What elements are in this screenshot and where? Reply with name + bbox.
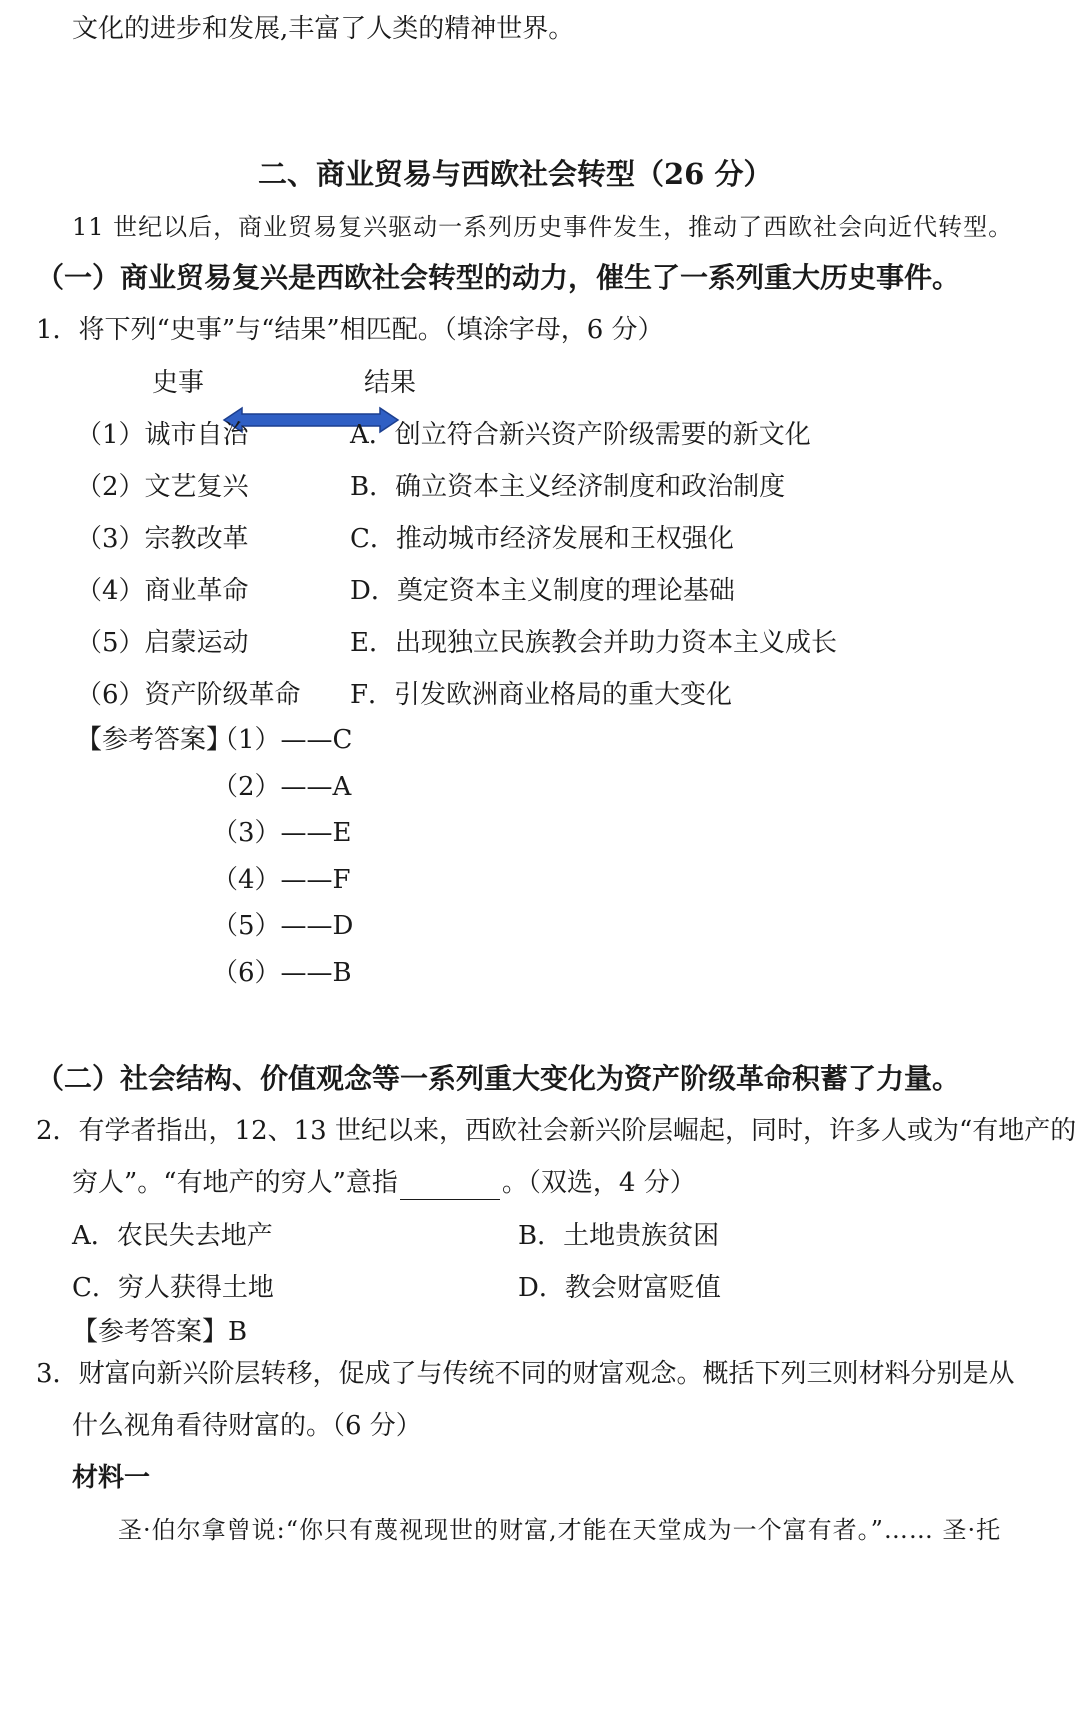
result-item-a: A．创立符合新兴资产阶级需要的新文化 <box>350 420 811 450</box>
question2-option-a: A．农民失去地产 <box>72 1221 273 1251</box>
event-item-4: （4）商业革命 <box>76 576 249 606</box>
question2-stem-line2-start: 穷人”。“有地产的穷人”意指 <box>72 1168 398 1198</box>
result-item-b: B．确立资本主义经济制度和政治制度 <box>350 472 786 502</box>
top-line-text: 文化的进步和发展,丰富了人类的精神世界。 <box>72 14 575 44</box>
part2-heading: （二）社会结构、价值观念等一系列重大变化为资产阶级革命积蓄了力量。 <box>36 1062 961 1095</box>
answer-label: 【参考答案】 <box>76 725 233 755</box>
event-item-1: （1）诚市自治 <box>76 420 249 450</box>
question3-stem-line2: 什么视角看待财富的。（6 分） <box>72 1411 422 1441</box>
material-quote: 圣·伯尔拿曾说:“你只有蔑视现世的财富,才能在天堂成为一个富有者。”…… 圣·托 <box>118 1516 1002 1544</box>
result-item-e: E．出现独立民族教会并助力资本主义成长 <box>350 628 837 658</box>
question3-stem-line1: 3．财富向新兴阶层转移，促成了与传统不同的财富观念。概括下列三则材料分别是从 <box>36 1359 1015 1389</box>
event-item-6: （6）资产阶级革命 <box>76 680 301 710</box>
question2-answer: 【参考答案】B <box>72 1317 248 1347</box>
result-item-f: F．引发欧洲商业格局的重大变化 <box>350 680 733 710</box>
answer-item-2: （2）——A <box>212 772 352 802</box>
event-item-5: （5）启蒙运动 <box>76 628 249 658</box>
event-item-3: （3）宗教改革 <box>76 524 249 554</box>
answer-item-4: （4）——F <box>212 865 351 895</box>
left-label: 史事 <box>152 368 205 398</box>
answer-blank <box>400 1173 500 1200</box>
section-title: 二、商业贸易与西欧社会转型（26 分） <box>258 157 773 191</box>
material-label: 材料一 <box>72 1463 151 1493</box>
answer-item-5: （5）——D <box>212 911 354 941</box>
question2-stem-line2 <box>72 1166 696 1200</box>
question2-option-c: C．穷人获得土地 <box>72 1273 274 1303</box>
question2-option-d: D．教会财富贬值 <box>518 1273 721 1303</box>
section-intro: 11 世纪以后，商业贸易复兴驱动一系列历史事件发生，推动了西欧社会向近代转型。 <box>72 213 1014 241</box>
question2-stem-line2-end: 。（双选，4 分） <box>501 1168 696 1198</box>
right-label: 结果 <box>364 368 417 398</box>
result-item-d: D．奠定资本主义制度的理论基础 <box>350 576 735 606</box>
event-item-2: （2）文艺复兴 <box>76 472 249 502</box>
part1-heading: （一）商业贸易复兴是西欧社会转型的动力，催生了一系列重大历史事件。 <box>36 261 961 294</box>
result-item-c: C．推动城市经济发展和王权强化 <box>350 524 734 554</box>
answer-item-6: （6）——B <box>212 958 352 988</box>
question2-option-b: B．土地贵族贫困 <box>518 1221 720 1251</box>
answer-item-1: （1）——C <box>212 725 353 755</box>
answer-item-3: （3）——E <box>212 818 352 848</box>
question2-stem-line1: 2．有学者指出，12、13 世纪以来，西欧社会新兴阶层崛起，同时，许多人或为“有地产的 <box>36 1116 1077 1146</box>
question1-stem: 1．将下列“史事”与“结果”相匹配。（填涂字母，6 分） <box>36 315 664 345</box>
